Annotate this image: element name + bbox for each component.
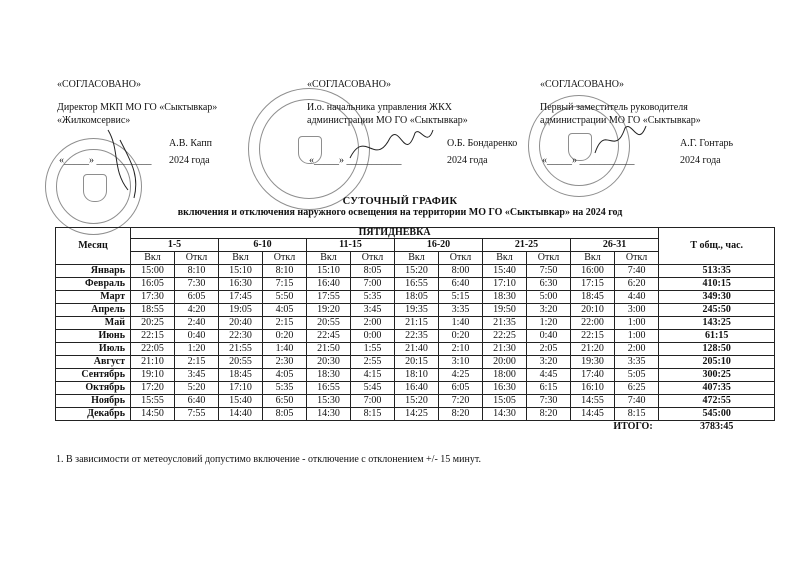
off-time-cell: 0:00 [351,330,395,343]
approval-org: администрации МО ГО «Сыктывкар» [540,115,701,126]
on-time-cell: 21:10 [131,356,175,369]
off-time-cell: 3:45 [351,304,395,317]
off-time-cell: 6:40 [439,278,483,291]
table-row [56,408,775,421]
table-row [56,291,775,304]
on-time-cell: 19:05 [219,304,263,317]
off-time-cell: 6:15 [527,382,571,395]
on-time-cell: 19:50 [483,304,527,317]
signature-3-icon [590,118,650,163]
on-time-cell: 21:15 [395,317,439,330]
off-time-cell: 8:20 [439,408,483,421]
total-cell: 513:35 [659,265,775,278]
off-time-cell: 2:05 [527,343,571,356]
on-time-cell: 22:15 [571,330,615,343]
on-time-cell: 18:45 [571,291,615,304]
off-time-cell: 0:40 [175,330,219,343]
on-time-cell: 17:15 [571,278,615,291]
on-time-cell: 15:10 [219,265,263,278]
off-time-cell: 1:40 [439,317,483,330]
month-cell: Ноябрь [56,395,131,408]
on-time-cell: 21:20 [571,343,615,356]
off-header: Откл [527,252,571,265]
off-time-cell: 3:45 [175,369,219,382]
on-header: Вкл [219,252,263,265]
off-time-cell: 1:20 [527,317,571,330]
on-time-cell: 15:40 [483,265,527,278]
off-time-cell: 6:05 [439,382,483,395]
header-month: Месяц [56,228,131,265]
on-time-cell: 14:55 [571,395,615,408]
month-cell: Июнь [56,330,131,343]
on-time-cell: 14:50 [131,408,175,421]
total-cell: 472:55 [659,395,775,408]
approval-org: администрации МО ГО «Сыктывкар» [307,115,468,126]
off-time-cell: 7:15 [263,278,307,291]
approval-date-blank: «_____» ___________ [309,155,402,166]
table-row [56,278,775,291]
off-header: Откл [175,252,219,265]
on-time-cell: 16:40 [395,382,439,395]
approval-signer: О.Б. Бондаренко [447,138,518,149]
itogo-label: ИТОГО: [613,421,653,432]
table-body [56,265,775,434]
on-time-cell: 21:35 [483,317,527,330]
off-time-cell: 4:05 [263,369,307,382]
off-time-cell: 2:15 [175,356,219,369]
off-time-cell: 5:00 [527,291,571,304]
total-cell: 61:15 [659,330,775,343]
document-subtitle: включения и отключения наружного освещения на территории МО ГО «Сыктывкар» на 2024 год [177,207,623,218]
on-time-cell: 14:45 [571,408,615,421]
table-row [56,330,775,343]
off-time-cell: 4:25 [439,369,483,382]
month-cell: Декабрь [56,408,131,421]
off-time-cell: 8:05 [263,408,307,421]
off-header: Откл [263,252,307,265]
off-time-cell: 2:15 [263,317,307,330]
off-time-cell: 7:30 [527,395,571,408]
on-time-cell: 17:55 [307,291,351,304]
total-cell: 407:35 [659,382,775,395]
on-time-cell: 18:30 [483,291,527,304]
on-time-cell: 15:20 [395,395,439,408]
approval-year: 2024 года [447,155,488,166]
off-time-cell: 8:10 [263,265,307,278]
table-row [56,343,775,356]
table-row [56,317,775,330]
on-time-cell: 21:50 [307,343,351,356]
month-cell: Июль [56,343,131,356]
on-time-cell: 15:55 [131,395,175,408]
approval-position: Директор МКП МО ГО «Сыктывкар» [57,102,218,113]
on-header: Вкл [571,252,615,265]
on-time-cell: 16:10 [571,382,615,395]
table-row [56,265,775,278]
approval-date-blank: «_____» ___________ [59,155,152,166]
off-time-cell: 6:30 [527,278,571,291]
on-time-cell: 19:10 [131,369,175,382]
off-time-cell: 8:00 [439,265,483,278]
document-title: СУТОЧНЫЙ ГРАФИК [342,196,458,207]
on-time-cell: 17:30 [131,291,175,304]
off-time-cell: 2:00 [351,317,395,330]
on-time-cell: 16:05 [131,278,175,291]
off-time-cell: 7:40 [615,265,659,278]
on-time-cell: 17:40 [571,369,615,382]
on-time-cell: 17:45 [219,291,263,304]
on-time-cell: 16:00 [571,265,615,278]
month-cell: Май [56,317,131,330]
period-header: 6-10 [219,239,307,252]
on-time-cell: 20:40 [219,317,263,330]
on-time-cell: 14:30 [307,408,351,421]
on-time-cell: 14:25 [395,408,439,421]
off-time-cell: 8:20 [527,408,571,421]
off-time-cell: 2:10 [439,343,483,356]
approval-heading: «СОГЛАСОВАНО» [540,79,625,90]
off-time-cell: 3:20 [527,304,571,317]
total-cell: 245:50 [659,304,775,317]
approval-year: 2024 года [169,155,210,166]
period-header: 26-31 [571,239,659,252]
off-time-cell: 7:55 [175,408,219,421]
on-time-cell: 15:20 [395,265,439,278]
header-total: Т общ., час. [659,228,775,265]
on-time-cell: 16:55 [395,278,439,291]
itogo-value: 3783:45 [700,421,734,432]
total-cell: 300:25 [659,369,775,382]
on-time-cell: 22:35 [395,330,439,343]
on-time-cell: 20:00 [483,356,527,369]
on-time-cell: 18:10 [395,369,439,382]
on-time-cell: 20:10 [571,304,615,317]
off-time-cell: 7:00 [351,395,395,408]
off-time-cell: 8:05 [351,265,395,278]
off-time-cell: 1:00 [615,317,659,330]
off-time-cell: 7:40 [615,395,659,408]
off-time-cell: 4:05 [263,304,307,317]
off-time-cell: 1:20 [175,343,219,356]
total-cell: 128:50 [659,343,775,356]
period-header: 16-20 [395,239,483,252]
on-time-cell: 18:30 [307,369,351,382]
off-header: Откл [615,252,659,265]
total-cell: 410:15 [659,278,775,291]
off-time-cell: 5:15 [439,291,483,304]
on-header: Вкл [395,252,439,265]
table-row [56,369,775,382]
off-time-cell: 4:15 [351,369,395,382]
off-time-cell: 7:20 [439,395,483,408]
off-header: Откл [351,252,395,265]
off-time-cell: 7:50 [527,265,571,278]
off-time-cell: 6:40 [175,395,219,408]
on-time-cell: 20:55 [307,317,351,330]
off-time-cell: 5:35 [263,382,307,395]
on-time-cell: 19:20 [307,304,351,317]
off-time-cell: 0:20 [439,330,483,343]
signature-2-icon [345,118,435,173]
approval-signer: А.В. Капп [169,138,212,149]
on-time-cell: 20:30 [307,356,351,369]
on-time-cell: 15:00 [131,265,175,278]
approval-signer: А.Г. Гонтарь [680,138,734,149]
on-header: Вкл [483,252,527,265]
month-cell: Сентябрь [56,369,131,382]
on-header: Вкл [307,252,351,265]
on-time-cell: 22:25 [483,330,527,343]
off-time-cell: 3:10 [439,356,483,369]
period-header: 1-5 [131,239,219,252]
off-time-cell: 8:15 [615,408,659,421]
table-row [56,395,775,408]
on-time-cell: 15:40 [219,395,263,408]
approval-position: И.о. начальника управления ЖКХ [307,102,453,113]
off-header: Откл [439,252,483,265]
on-time-cell: 16:30 [483,382,527,395]
on-time-cell: 19:30 [571,356,615,369]
on-time-cell: 16:40 [307,278,351,291]
off-time-cell: 7:30 [175,278,219,291]
on-time-cell: 21:30 [483,343,527,356]
on-time-cell: 15:05 [483,395,527,408]
month-cell: Март [56,291,131,304]
off-time-cell: 6:20 [615,278,659,291]
table-row [56,382,775,395]
off-time-cell: 2:40 [175,317,219,330]
off-time-cell: 5:05 [615,369,659,382]
total-cell: 545:00 [659,408,775,421]
off-time-cell: 0:20 [263,330,307,343]
on-time-cell: 18:00 [483,369,527,382]
off-time-cell: 4:45 [527,369,571,382]
off-time-cell: 0:40 [527,330,571,343]
on-time-cell: 20:25 [131,317,175,330]
off-time-cell: 3:35 [615,356,659,369]
on-time-cell: 20:55 [219,356,263,369]
approval-heading: «СОГЛАСОВАНО» [307,79,392,90]
on-time-cell: 19:35 [395,304,439,317]
off-time-cell: 5:20 [175,382,219,395]
on-header: Вкл [131,252,175,265]
on-time-cell: 17:20 [131,382,175,395]
on-time-cell: 22:05 [131,343,175,356]
header-group: ПЯТИДНЕВКА [131,228,659,239]
month-cell: Февраль [56,278,131,291]
signature-1-icon [100,120,160,200]
off-time-cell: 5:35 [351,291,395,304]
on-time-cell: 22:00 [571,317,615,330]
on-time-cell: 21:40 [395,343,439,356]
on-time-cell: 22:15 [131,330,175,343]
month-cell: Октябрь [56,382,131,395]
itogo-row [56,421,775,434]
on-time-cell: 15:10 [307,265,351,278]
total-cell: 143:25 [659,317,775,330]
off-time-cell: 8:15 [351,408,395,421]
coat-of-arms-icon [298,136,322,164]
month-cell: Январь [56,265,131,278]
on-time-cell: 14:30 [483,408,527,421]
on-time-cell: 14:40 [219,408,263,421]
month-cell: Апрель [56,304,131,317]
on-time-cell: 17:10 [483,278,527,291]
approval-date-blank: «_____» ___________ [542,155,635,166]
on-time-cell: 15:30 [307,395,351,408]
approval-heading: «СОГЛАСОВАНО» [57,79,142,90]
on-time-cell: 18:05 [395,291,439,304]
off-time-cell: 1:40 [263,343,307,356]
coat-of-arms-icon [568,133,592,161]
on-time-cell: 18:45 [219,369,263,382]
total-cell: 349:30 [659,291,775,304]
off-time-cell: 6:50 [263,395,307,408]
on-time-cell: 17:10 [219,382,263,395]
total-cell: 205:10 [659,356,775,369]
off-time-cell: 3:00 [615,304,659,317]
off-time-cell: 6:05 [175,291,219,304]
off-time-cell: 4:40 [615,291,659,304]
period-header: 21-25 [483,239,571,252]
off-time-cell: 8:10 [175,265,219,278]
table-row [56,356,775,369]
on-time-cell: 20:15 [395,356,439,369]
off-time-cell: 5:50 [263,291,307,304]
footnote: 1. В зависимости от метеоусловий допустимо включение - отключение с отклонением +/- 15 минут. [56,454,481,465]
approval-position: Первый заместитель руководителя [540,102,688,113]
on-time-cell: 22:30 [219,330,263,343]
approval-org: «Жилкомсервис» [57,115,131,126]
on-time-cell: 16:55 [307,382,351,395]
off-time-cell: 2:00 [615,343,659,356]
off-time-cell: 5:45 [351,382,395,395]
off-time-cell: 2:55 [351,356,395,369]
off-time-cell: 1:00 [615,330,659,343]
off-time-cell: 2:30 [263,356,307,369]
month-cell: Август [56,356,131,369]
off-time-cell: 3:35 [439,304,483,317]
period-header: 11-15 [307,239,395,252]
on-time-cell: 21:55 [219,343,263,356]
off-time-cell: 3:20 [527,356,571,369]
off-time-cell: 6:25 [615,382,659,395]
table-row [56,304,775,317]
approval-year: 2024 года [680,155,721,166]
on-time-cell: 22:45 [307,330,351,343]
on-time-cell: 16:30 [219,278,263,291]
schedule-table [55,227,775,433]
off-time-cell: 1:55 [351,343,395,356]
on-time-cell: 18:55 [131,304,175,317]
off-time-cell: 7:00 [351,278,395,291]
off-time-cell: 4:20 [175,304,219,317]
